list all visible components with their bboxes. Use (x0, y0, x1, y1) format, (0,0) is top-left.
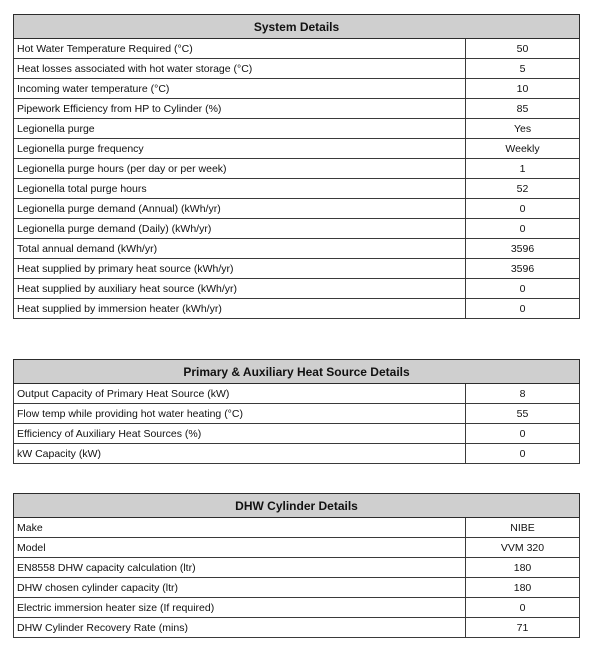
row-value: 10 (466, 79, 580, 99)
row-value: 3596 (466, 239, 580, 259)
row-value: 180 (466, 578, 580, 598)
row-value: 0 (466, 444, 580, 464)
row-label: Heat supplied by auxiliary heat source (kWh/yr) (14, 279, 466, 299)
cylinder-details-table (13, 493, 580, 638)
row-label: Heat losses associated with hot water storage (°C) (14, 59, 466, 79)
table-row (14, 578, 580, 598)
table-row (14, 518, 580, 538)
cylinder-details-title: DHW Cylinder Details (14, 494, 580, 518)
table-row (14, 139, 580, 159)
row-value: 1 (466, 159, 580, 179)
row-value: 52 (466, 179, 580, 199)
table-row (14, 239, 580, 259)
row-label: DHW Cylinder Recovery Rate (mins) (14, 618, 466, 638)
row-value: 3596 (466, 259, 580, 279)
row-label: Legionella purge frequency (14, 139, 466, 159)
row-value: 50 (466, 39, 580, 59)
table-row (14, 259, 580, 279)
row-value: 0 (466, 424, 580, 444)
table-row (14, 219, 580, 239)
table-row (14, 444, 580, 464)
table-row (14, 618, 580, 638)
row-label: Legionella purge (14, 119, 466, 139)
row-label: Output Capacity of Primary Heat Source (kW) (14, 384, 466, 404)
row-value: 0 (466, 299, 580, 319)
row-label: Efficiency of Auxiliary Heat Sources (%) (14, 424, 466, 444)
row-value: Yes (466, 119, 580, 139)
row-value: 8 (466, 384, 580, 404)
table-row (14, 598, 580, 618)
row-label: Heat supplied by immersion heater (kWh/yr) (14, 299, 466, 319)
table-row (14, 99, 580, 119)
row-label: Incoming water temperature (°C) (14, 79, 466, 99)
row-label: kW Capacity (kW) (14, 444, 466, 464)
row-label: Electric immersion heater size (If required) (14, 598, 466, 618)
row-value: NIBE (466, 518, 580, 538)
table-row (14, 79, 580, 99)
row-value: 85 (466, 99, 580, 119)
row-label: Make (14, 518, 466, 538)
row-value: Weekly (466, 139, 580, 159)
system-details-table (13, 14, 580, 319)
row-label: Total annual demand (kWh/yr) (14, 239, 466, 259)
row-label: DHW chosen cylinder capacity (ltr) (14, 578, 466, 598)
row-value: 180 (466, 558, 580, 578)
heat-source-details-table (13, 359, 580, 464)
table-row (14, 59, 580, 79)
table-row (14, 279, 580, 299)
table-row (14, 299, 580, 319)
row-label: Legionella purge demand (Annual) (kWh/yr) (14, 199, 466, 219)
table-row (14, 424, 580, 444)
row-value: 0 (466, 598, 580, 618)
row-label: Model (14, 538, 466, 558)
table-row (14, 39, 580, 59)
table-row (14, 119, 580, 139)
table-row (14, 538, 580, 558)
table-row (14, 404, 580, 424)
table-row (14, 179, 580, 199)
table-row (14, 159, 580, 179)
row-value: VVM 320 (466, 538, 580, 558)
row-label: EN8558 DHW capacity calculation (ltr) (14, 558, 466, 578)
row-label: Heat supplied by primary heat source (kWh/yr) (14, 259, 466, 279)
row-label: Pipework Efficiency from HP to Cylinder (%) (14, 99, 466, 119)
row-label: Legionella purge demand (Daily) (kWh/yr) (14, 219, 466, 239)
row-label: Legionella total purge hours (14, 179, 466, 199)
row-label: Hot Water Temperature Required (°C) (14, 39, 466, 59)
row-value: 55 (466, 404, 580, 424)
row-value: 5 (466, 59, 580, 79)
row-value: 0 (466, 219, 580, 239)
row-value: 0 (466, 279, 580, 299)
heat-source-details-title: Primary & Auxiliary Heat Source Details (14, 360, 580, 384)
row-value: 0 (466, 199, 580, 219)
row-value: 71 (466, 618, 580, 638)
system-details-title: System Details (14, 15, 580, 39)
row-label: Legionella purge hours (per day or per week) (14, 159, 466, 179)
table-row (14, 199, 580, 219)
table-row (14, 384, 580, 404)
row-label: Flow temp while providing hot water heating (°C) (14, 404, 466, 424)
table-row (14, 558, 580, 578)
